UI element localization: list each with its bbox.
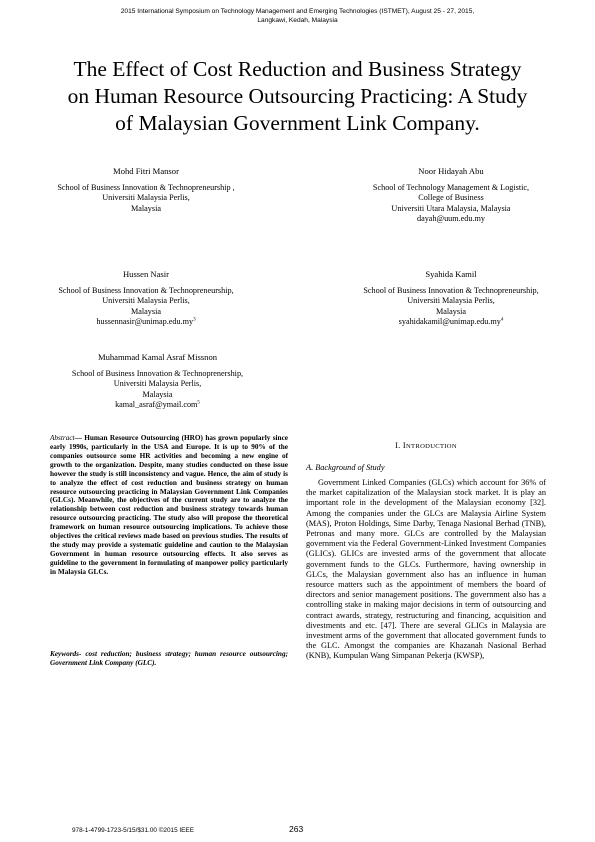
author-affiliation: Malaysia <box>130 306 161 316</box>
abstract-dash: — <box>74 434 85 442</box>
author-email-line <box>315 317 587 328</box>
author-email[interactable]: hussennasir@unimap.edu.my <box>96 317 194 327</box>
author-affiliation: School of Business Innovation & Technopreneurship , <box>57 182 235 192</box>
author-footnote-mark: 4 <box>500 317 504 323</box>
paper-title <box>26 56 569 137</box>
header-line-1: 2015 International Symposium on Technology Management and Emerging Technologies (ISTMET), August 25 - 27, 2015, <box>120 8 475 15</box>
section-title-cap: I <box>402 441 406 450</box>
section-numeral: I. <box>395 441 403 450</box>
author-affiliation: Universiti Malaysia Perlis, <box>102 193 190 203</box>
header-line-2: Langkawi, Kedah, Malaysia <box>257 17 338 24</box>
author-affiliation: School of Technology Management & Logistic, <box>372 182 530 192</box>
author-footnote-mark: 5 <box>197 400 200 406</box>
author-affiliation: Universiti Malaysia Perlis, <box>113 379 202 389</box>
author-name: Hussen Nasir <box>122 269 170 279</box>
author-block-2 <box>315 166 587 225</box>
author-footnote-mark: 3 <box>193 317 196 323</box>
author-email[interactable]: syahidakamil@unimap.edu.my <box>398 317 501 327</box>
body-paragraph: Government Linked Companies (GLCs) which account for 36% of the market capitalization of the Malaysian stock market. It is play an important role in the development of the Malaysian economy [32]. Among the companies under the GLCs are Malaysia Airline System (MAS), Proton Holdings, Sime Darby, Tenaga Nasional Berhad (TNB), Petronas and many more. GLCs are controlled by the Malaysian government via the Federal Government-Linked Investment Companies (GLICs). GLICs are invested arms of the government that allocate government funds to the GLCs. Furthermore, having ownership in GLCs, the Malaysian government also has an influence in human resource matters such as the appointment of members the board of directors and senior management positions. The government also has a controlling stake in making major decisions in term of outsourcing and contract awards, strategy, restructuring and financing, acquisition and divestments and etc. [47]. There are several GLICs in Malaysia are investment arms of the government that allocated government funds to the GLC. Amongst the companies are Khazanah Nasional Berhad (KNB), Kumpulan Wang Simpanan Pekerja (KWSP), <box>306 478 546 661</box>
author-affiliation: Universiti Malaysia Perlis, <box>407 296 495 306</box>
author-name: Syahida Kamil <box>425 269 477 279</box>
author-affiliation: Malaysia <box>142 389 173 399</box>
keywords: Keywords- cost reduction; business strategy; human resource outsourcing; Government Link Company (GLC). <box>50 650 288 667</box>
page-number: 263 <box>289 824 304 834</box>
author-block-5 <box>30 352 285 411</box>
footer-isbn: 978-1-4799-1723-5/15/$31.00 ©2015 IEEE <box>72 827 194 834</box>
author-email[interactable]: kamal_asraf@ymail.com <box>115 400 198 410</box>
abstract <box>50 434 288 577</box>
author-affiliation: School of Business Innovation & Technopreneurship, <box>363 285 539 295</box>
author-affiliation: Universiti Malaysia Perlis, <box>102 296 190 306</box>
author-affiliation: School of Business Innovation & Technoprenership, <box>71 368 244 378</box>
author-email[interactable]: dayah@uum.edu.my <box>416 214 486 224</box>
author-email-line <box>30 400 285 411</box>
title-line-3: of Malaysian Government Link Company. <box>115 111 480 135</box>
author-email-line <box>10 317 282 328</box>
title-line-1: The Effect of Cost Reduction and Business Strategy <box>73 57 522 81</box>
author-affiliation: Malaysia <box>435 306 466 316</box>
author-block-4 <box>315 269 587 328</box>
title-line-2: on Human Resource Outsourcing Practicing: A Study <box>67 84 528 108</box>
author-block-3 <box>10 269 282 328</box>
author-affiliation: Malaysia <box>130 203 161 213</box>
author-affiliation: College of Business <box>418 193 484 203</box>
author-affiliation: School of Business Innovation & Technopreneurship, <box>58 285 234 295</box>
conference-header <box>0 7 595 25</box>
author-block-1 <box>10 166 282 214</box>
author-name: Muhammad Kamal Asraf Missnon <box>97 352 218 362</box>
author-affiliation: Universiti Utara Malaysia, Malaysia <box>391 203 511 213</box>
section-title-rest: NTRODUCTION <box>405 443 457 450</box>
abstract-text: Human Resource Outsourcing (HRO) has grown popularly since early 1990s, particularly in the USA and Europe. It is up to 90% of the companies outsource some HR activities and becoming a new engine of growth to the organization. Despite, many studies conducted on these issue however the study is still inconsistency and vague. Hence, the aim of study is to analyze the effect of cost reduction and business strategy on human resource outsourcing practicing in Malaysian Government Link Companies (GLCs). Meanwhile, the objectives of the current study are to analyze the relationship between cost reduction and business strategy towards human resource outsourcing practicing. The study also will propose the theoretical framework on human resource outsourcing implications. To achieve those objectives the critical reviews made based on previous studies. The results of the study may provide a systematic guideline and caution to the Malaysian Government in human resource outsourcing effects. It also serves as guideline to the government in formulating of manpower policy particularly in Malaysia GLCs. <box>50 434 288 576</box>
abstract-label: Abstract <box>50 434 75 442</box>
subsection-heading: A. Background of Study <box>306 463 385 472</box>
author-name: Mohd Fitri Mansor <box>113 166 179 176</box>
author-name: Noor Hidayah Abu <box>418 166 484 176</box>
section-heading <box>306 441 546 450</box>
